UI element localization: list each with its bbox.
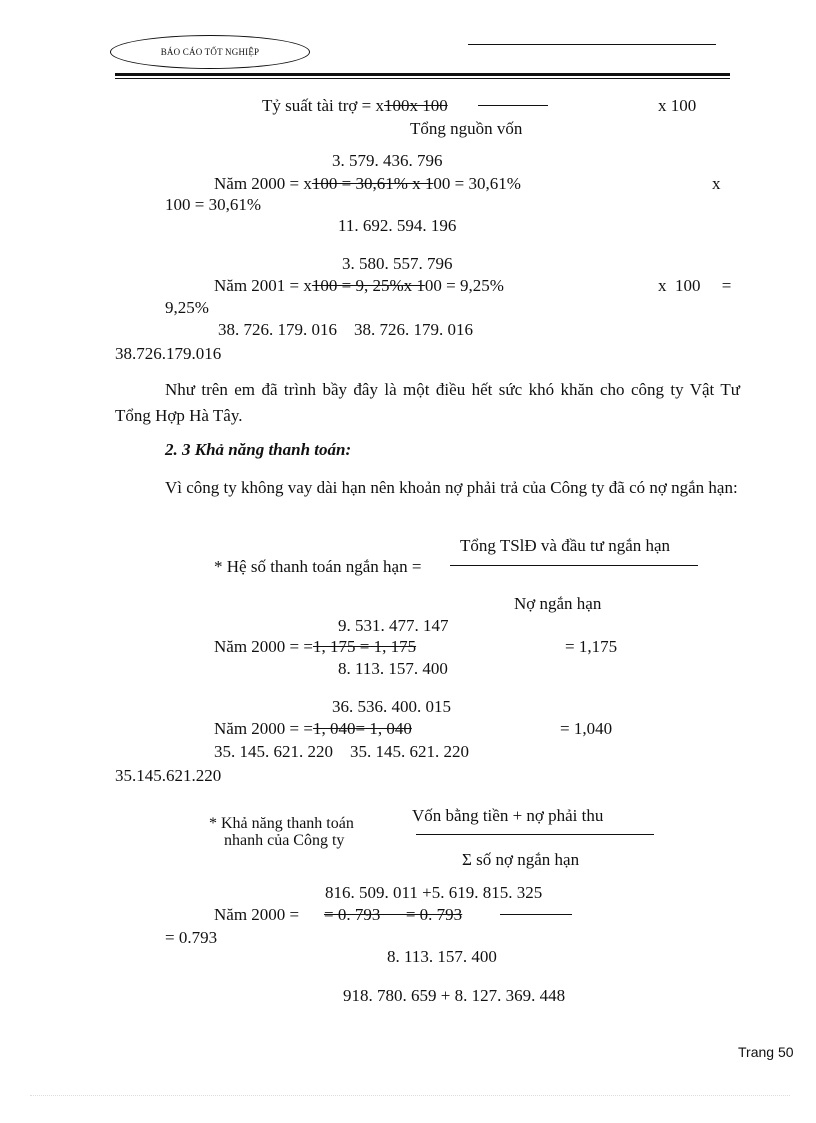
quick-label-2: nhanh của Công ty [224, 832, 345, 849]
calc-b-result: = 1,040 [560, 719, 613, 738]
calc-c-label: Năm 2000 = [214, 905, 300, 924]
quick-denominator: Σ số nợ ngắn hạn [462, 850, 580, 869]
page-bottom-divider [30, 1095, 790, 1096]
y2000-denominator: 11. 692. 594. 196 [338, 216, 457, 235]
short-ratio-fraction-line [450, 565, 698, 566]
calc-c-numerator: 816. 509. 011 +5. 619. 815. 325 [325, 883, 543, 902]
short-ratio-denominator: Nợ ngắn hạn [514, 594, 602, 613]
y2000-tail: 00 = 30,61% [433, 174, 521, 193]
calc-d-numerator: 918. 780. 659 + 8. 127. 369. 448 [343, 986, 566, 1005]
y2000-label: Năm 2000 = x [214, 174, 312, 193]
calc-a-numerator: 9. 531. 477. 147 [338, 616, 449, 635]
funding-formula-struck: 100x 100 [383, 96, 448, 115]
y2000-wrap: 100 = 30,61% [165, 195, 261, 214]
y2001-denominator-full: 38.726.179.016 [115, 344, 222, 363]
y2001-denominator-row: 38. 726. 179. 016 38. 726. 179. 016 [218, 320, 473, 339]
funding-formula [262, 96, 448, 116]
calc-b-denominator-row: 35. 145. 621. 220 35. 145. 621. 220 [214, 742, 469, 761]
y2001-wrap: 9,25% [165, 298, 209, 317]
quick-fraction-line [416, 834, 654, 835]
calc-b-denominator-full: 35.145.621.220 [115, 766, 222, 785]
short-ratio-numerator: Tổng TSlĐ và đầu tư ngắn hạn [460, 536, 671, 555]
y2000-equation [214, 174, 521, 194]
calc-b-equation [214, 719, 412, 739]
calc-b-label: Năm 2000 = = [214, 719, 313, 738]
header-double-rule-top [115, 73, 730, 76]
difficulty-paragraph: Như trên em đã trình bầy đây là một điều hết sức khó khăn cho công ty Vật Tư Tổng Hợp Hà Tây. [115, 380, 740, 425]
calc-a-struck: 1, 175 = 1, 175 [312, 637, 417, 656]
y2001-tail: 00 = 9,25% [424, 276, 504, 295]
quick-label-1: * Khả năng thanh toán [209, 815, 354, 832]
funding-formula-denominator: Tổng nguồn vốn [410, 119, 523, 138]
calc-a-label: Năm 2000 = = [214, 637, 313, 656]
quick-numerator: Vốn bằng tiền + nợ phải thu [412, 806, 604, 825]
calc-c-denominator: 8. 113. 157. 400 [387, 947, 497, 966]
y2001-numerator: 3. 580. 557. 796 [342, 254, 453, 273]
header-right-rule [468, 44, 716, 45]
y2001-label: Năm 2001 = x [214, 276, 312, 295]
calc-c-wrap: = 0.793 [165, 928, 218, 947]
funding-formula-x100: x 100 [658, 96, 697, 115]
liquidity-intro: Vì công ty không vay dài hạn nên khoản nợ phải trả của Công ty đã có nợ ngắn hạn: [165, 478, 738, 497]
calc-b-struck: 1, 040= 1, 040 [312, 719, 412, 738]
calc-a-equation [214, 637, 416, 657]
calc-a-result: = 1,175 [565, 637, 618, 656]
header-double-rule-bottom [115, 78, 730, 79]
funding-fraction-line [478, 105, 548, 106]
funding-formula-label: Tỷ suất tài trợ = x [262, 96, 384, 115]
y2000-struck: 100 = 30,61% x 1 [311, 174, 434, 193]
calc-a-denominator: 8. 113. 157. 400 [338, 659, 448, 678]
report-title-badge [110, 35, 310, 69]
y2001-x100: x 100 = [658, 276, 732, 295]
liquidity-heading: 2. 3 Khả năng thanh toán: [165, 440, 352, 459]
calc-b-numerator: 36. 536. 400. 015 [332, 697, 451, 716]
y2001-equation [214, 276, 504, 296]
calc-c-struck: = 0. 793 = 0. 793 [324, 905, 463, 924]
y2000-numerator: 3. 579. 436. 796 [332, 151, 443, 170]
report-title: BÁO CÁO TỐT NGHIỆP [160, 47, 260, 57]
y2000-x: x [712, 174, 721, 193]
calc-c-fraction-line [500, 914, 572, 915]
page-number: Trang 50 [738, 1044, 794, 1060]
short-ratio-label: * Hệ số thanh toán ngắn hạn = [214, 557, 422, 576]
y2001-struck: 100 = 9, 25%x 1 [311, 276, 425, 295]
